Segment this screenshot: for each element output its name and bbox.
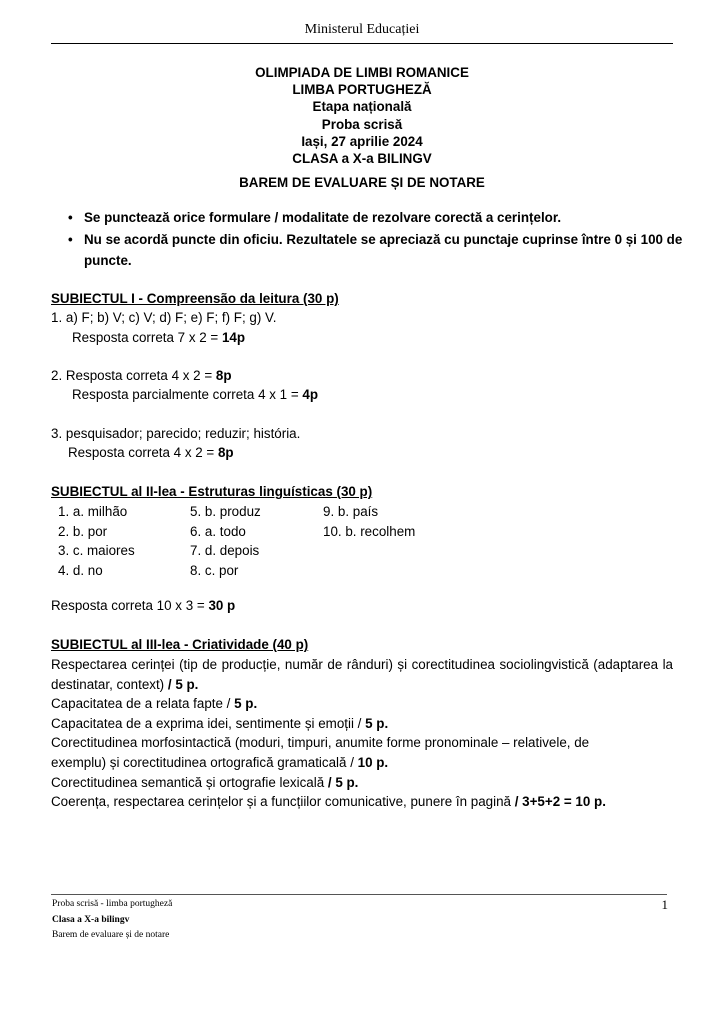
section-2-score: Resposta correta 10 x 3 = 30 p <box>51 598 236 613</box>
answer-item: 5. b. produz <box>190 504 261 519</box>
olympiad-title: OLIMPIADA DE LIMBI ROMANICE <box>255 65 469 80</box>
general-rules <box>68 207 688 272</box>
exam-type: Proba scrisă <box>321 116 403 132</box>
criterion: Corectitudinea morfosintactică (moduri, timpuri, anumite forme pronominale – relativele, de <box>51 735 590 751</box>
document-header <box>0 64 724 167</box>
answers-column <box>323 502 453 541</box>
answer-item: 1. a. milhão <box>58 504 128 519</box>
rule-item: • Nu se acordă puncte din oficiu. Rezultatele se apreciază cu punctaje cuprinse între 0 și 100 de puncte. <box>68 229 688 272</box>
section-1-item-3-score: Resposta correta 4 x 2 = 8p <box>68 445 234 460</box>
answer-item: 9. b. país <box>323 504 379 519</box>
criterion: exemplu) și corectitudinea ortografică gramaticală / 10 p. <box>51 754 389 770</box>
class-title: CLASA a X-a BILINGV <box>292 151 432 167</box>
section-1-title: SUBIECTUL I - Compreensão da leitura (30 p) <box>51 291 339 306</box>
barem-title: BAREM DE EVALUARE ȘI DE NOTARE <box>239 175 485 190</box>
section-1-item-2: 2. Resposta correta 4 x 2 = 8p <box>51 368 232 383</box>
criterion: Capacitatea de a exprima idei, sentimente și emoții / 5 p. <box>51 715 389 731</box>
answer-item: 6. a. todo <box>190 523 246 539</box>
section-1-item-2-partial: Resposta parcialmente correta 4 x 1 = 4p <box>72 387 319 402</box>
section-3-title: SUBIECTUL al III-lea - Criatividade (40 p) <box>51 637 309 652</box>
answer-item: 7. d. depois <box>190 543 260 559</box>
answers-column <box>58 502 188 580</box>
footer-barem: Barem de evaluare și de notare <box>52 930 170 940</box>
page-number: 1 <box>661 897 668 912</box>
answers-column <box>190 502 320 580</box>
section-1-item-1-score: Resposta correta 7 x 2 = 14p <box>72 330 246 345</box>
header-divider <box>51 43 673 44</box>
criterion: Respectarea cerinței (tip de producție, număr de rânduri) și corectitudinea sociolingvistică (adaptarea la destinatar, context) / 5 p. <box>51 657 673 692</box>
section-3-criteria <box>51 655 673 812</box>
answer-item: 8. c. por <box>190 562 239 578</box>
answer-item: 2. b. por <box>58 523 108 539</box>
running-header: Ministerul Educației <box>304 22 420 37</box>
answer-item: 10. b. recolhem <box>323 523 416 539</box>
footer-class: Clasa a X-a bilingv <box>52 914 130 925</box>
footer-divider <box>51 894 667 895</box>
place-date: Iași, 27 aprilie 2024 <box>301 133 423 149</box>
rule-item: • Se punctează orice formulare / modalitate de rezolvare corectă a cerințelor. <box>68 207 688 229</box>
section-1-item-1: 1. a) F; b) V; c) V; d) F; e) F; f) F; g) V. <box>51 310 277 325</box>
footer-exam: Proba scrisă - limba portugheză <box>52 899 173 909</box>
section-2-answers <box>0 502 724 582</box>
section-2-title: SUBIECTUL al II-lea - Estruturas linguísticas (30 p) <box>51 484 373 499</box>
criterion: Coerența, respectarea cerințelor și a funcțiilor comunicative, punere în pagină / 3+5+2 = 10 p. <box>51 794 606 810</box>
answer-item: 3. c. maiores <box>58 543 135 559</box>
page-footer <box>52 897 172 944</box>
stage-title: Etapa națională <box>312 99 412 115</box>
criterion: Corectitudinea semantică și ortografie lexicală / 5 p. <box>51 774 359 790</box>
answer-item: 4. d. no <box>58 562 103 578</box>
criterion: Capacitatea de a relata fapte / 5 p. <box>51 696 258 712</box>
section-1-item-3: 3. pesquisador; parecido; reduzir; história. <box>51 426 301 441</box>
language-title: LIMBA PORTUGHEZĂ <box>292 82 432 98</box>
